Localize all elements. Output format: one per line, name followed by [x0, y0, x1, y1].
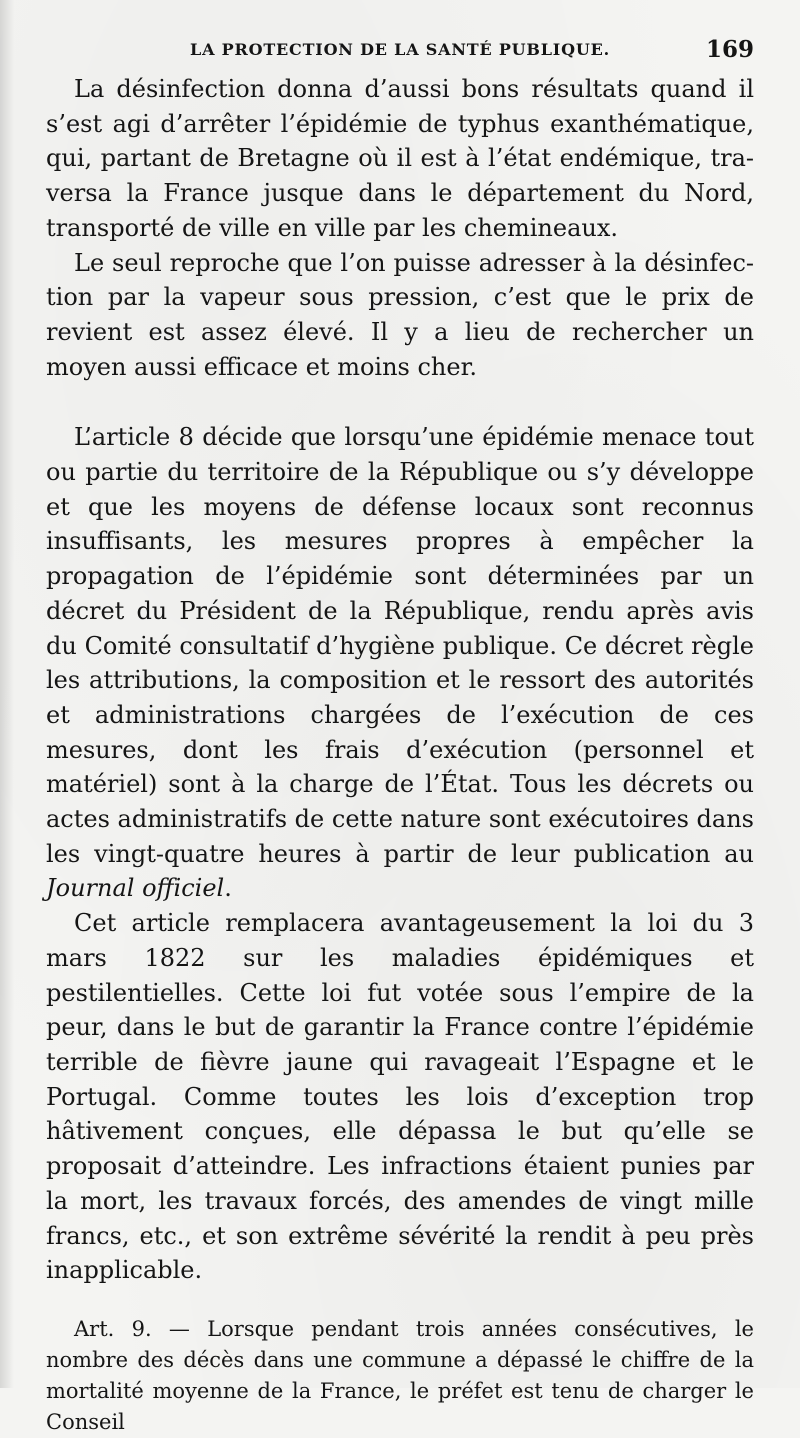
page-number: 169: [705, 36, 754, 63]
paragraph-article-9: Art. 9. — Lorsque pendant trois années consécutives, le nombre des décès dans une commune a dépassé le chiffre de la mortalité moyenne de la France, le préfet est tenu de charger le Conseil: [46, 1316, 754, 1434]
paragraph-disinfection-typhus: La désinfection donna d’aussi bons résultats quand il s’est agi d’arrêter l’épidémie de typhus exanthématique, qui, partant de Bretagne où il est à l’état endémique, traversa la France jusque dans le département du Nord, transporté de ville en ville par les chemineaux.: [46, 75, 754, 242]
journal-officiel: Journal officiel: [46, 874, 225, 903]
article-8-end: .: [224, 874, 232, 903]
running-head: [46, 36, 754, 70]
article-8-text: L’article 8 décide que lorsqu’une épidémie menace tout ou partie du territoire de la République ou s’y développe et que les moyens de défense locaux sont reconnus insuffisants, les mesures propres à empêcher la propagation de l’épidémie sont déterminées par un décret du Président de la République, rendu après avis du Comité consultatif d’hygiène publique. Ce décret règle les attributions, la composition et le ressort des autorités et administrations chargées de l’exécution de ces mesures, dont les frais d’exécution (personnel et matériel) sont à la charge de l’État. Tous les décrets ou actes administratifs de cette nature sont exécutoires dans les vingt-quatre heures à partir de leur publication au: [46, 423, 754, 868]
running-title: LA PROTECTION DE LA SANTÉ PUBLIQUE.: [190, 40, 610, 59]
paragraph-steam-cost: Le seul reproche que l’on puisse adresser à la désinfection par la vapeur sous pression, c’est que le prix de revient est assez élevé. Il y a lieu de rechercher un moyen aussi efficace et moins cher.: [46, 248, 754, 381]
paragraph-law-1822: Cet article remplacera avantageusement la loi du 3 mars 1822 sur les maladies épidémiques et pestilentielles. Cette loi fut votée sous l’empire de la peur, dans le but de garantir la France contre l’épidémie terrible de fièvre jaune qui ravageait l’Espagne et le Portugal. Comme toutes les lois d’exception trop hâtivement conçues, elle dépassa le but qu’elle se proposait d’atteindre. Les infractions étaient punies par la mort, les travaux forcés, des amendes de vingt mille francs, etc., et son extrême sévérité la rendit à peu près inapplicable.: [46, 909, 754, 1285]
paragraph-article-8: [46, 420, 754, 906]
